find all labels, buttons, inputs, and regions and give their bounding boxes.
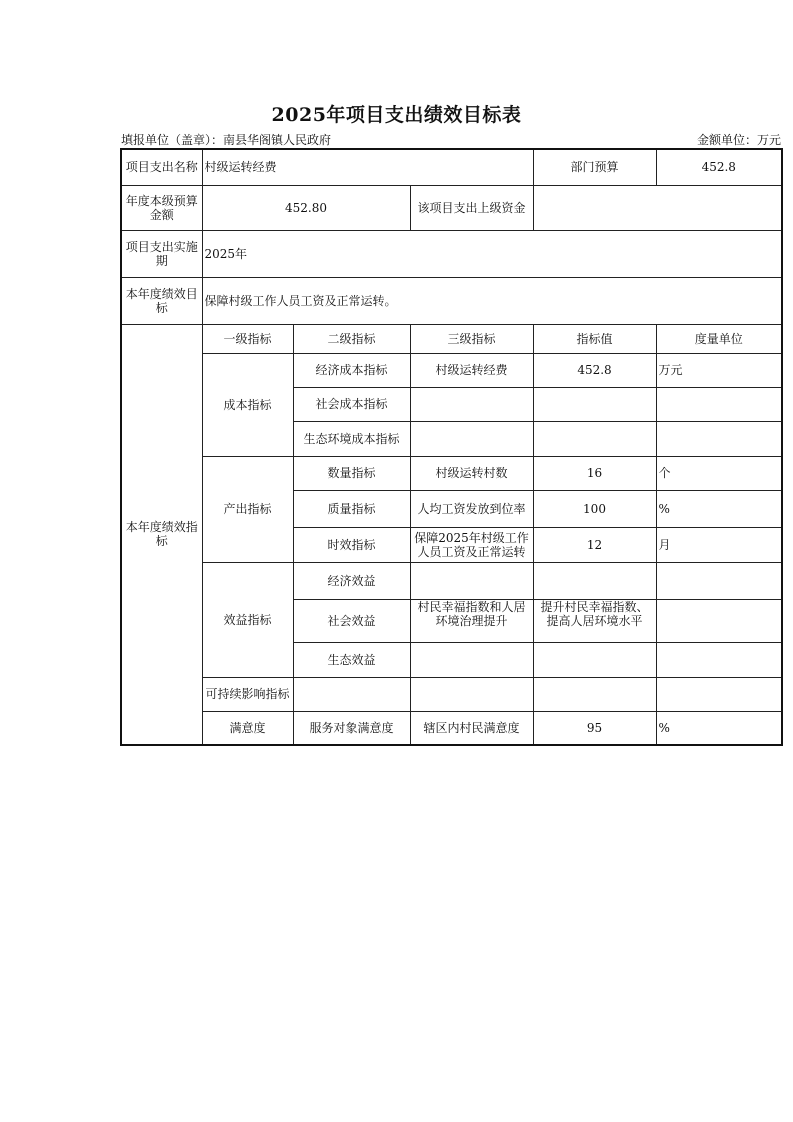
value-cell: 12 <box>533 527 656 562</box>
indicators-section-label: 本年度绩效指标 <box>121 324 202 745</box>
header-level2: 二级指标 <box>293 324 410 353</box>
level3-cell: 保障2025年村级工作人员工资及正常运转 <box>410 527 533 562</box>
row-indicator-headers <box>121 324 782 353</box>
value-cell: 452.8 <box>533 353 656 387</box>
level3-cell: 人均工资发放到位率 <box>410 490 533 527</box>
value-cell: 16 <box>533 456 656 490</box>
filing-unit-label: 填报单位（盖章）： <box>121 133 224 147</box>
level2-cell: 经济效益 <box>293 562 410 599</box>
table-row <box>121 677 782 711</box>
level1-output: 产出指标 <box>202 456 293 562</box>
page-title: 2025年项目支出绩效目标表 <box>271 104 522 126</box>
level1-cost: 成本指标 <box>202 353 293 456</box>
unit-cell: % <box>656 711 782 745</box>
dept-budget-label: 部门预算 <box>533 149 656 185</box>
value-cell <box>533 562 656 599</box>
table-row <box>121 562 782 599</box>
table-row <box>121 353 782 387</box>
goal-value: 保障村级工作人员工资及正常运转。 <box>202 277 782 324</box>
row-goal <box>121 277 782 324</box>
level3-cell: 村民幸福指数和人居环境治理提升 <box>410 599 533 642</box>
unit-cell <box>656 562 782 599</box>
table-row <box>121 456 782 490</box>
filing-unit <box>121 131 331 148</box>
level3-cell: 辖区内村民满意度 <box>410 711 533 745</box>
period-label: 项目支出实施期 <box>121 230 202 277</box>
value-cell: 100 <box>533 490 656 527</box>
level3-cell <box>410 387 533 421</box>
level1-benefit: 效益指标 <box>202 562 293 677</box>
unit-cell <box>656 642 782 677</box>
level2-cell: 社会效益 <box>293 599 410 642</box>
row-project-name <box>121 149 782 185</box>
level2-cell: 经济成本指标 <box>293 353 410 387</box>
performance-table <box>120 148 783 746</box>
level2-cell: 社会成本指标 <box>293 387 410 421</box>
amount-unit-value: 万元 <box>756 133 781 147</box>
value-cell <box>533 677 656 711</box>
table-row <box>121 711 782 745</box>
level1-sustainable: 可持续影响指标 <box>202 677 293 711</box>
row-annual-budget <box>121 185 782 230</box>
amount-unit-label: 金额单位： <box>696 133 757 147</box>
row-period <box>121 230 782 277</box>
level2-cell: 服务对象满意度 <box>293 711 410 745</box>
level3-cell <box>410 562 533 599</box>
level2-cell: 生态效益 <box>293 642 410 677</box>
annual-budget-label: 年度本级预算金额 <box>121 185 202 230</box>
level3-cell <box>410 677 533 711</box>
level2-cell: 时效指标 <box>293 527 410 562</box>
unit-cell: 月 <box>656 527 782 562</box>
level3-cell: 村级运转村数 <box>410 456 533 490</box>
level2-cell: 生态环境成本指标 <box>293 421 410 456</box>
header-level3: 三级指标 <box>410 324 533 353</box>
period-value: 2025年 <box>202 230 782 277</box>
header-unit: 度量单位 <box>656 324 782 353</box>
filing-unit-value: 南县华阁镇人民政府 <box>223 133 332 147</box>
unit-cell: 万元 <box>656 353 782 387</box>
header-value: 指标值 <box>533 324 656 353</box>
unit-cell <box>656 599 782 642</box>
amount-unit <box>697 131 781 148</box>
level3-cell <box>410 421 533 456</box>
level2-cell: 质量指标 <box>293 490 410 527</box>
unit-cell <box>656 677 782 711</box>
value-cell: 95 <box>533 711 656 745</box>
unit-cell: % <box>656 490 782 527</box>
value-cell <box>533 421 656 456</box>
upper-funds-label: 该项目支出上级资金 <box>410 185 533 230</box>
annual-budget-value: 452.80 <box>202 185 410 230</box>
level3-cell: 村级运转经费 <box>410 353 533 387</box>
project-name-label: 项目支出名称 <box>121 149 202 185</box>
value-cell <box>533 387 656 421</box>
value-cell <box>533 642 656 677</box>
header-level1: 一级指标 <box>202 324 293 353</box>
unit-cell <box>656 387 782 421</box>
unit-cell <box>656 421 782 456</box>
level3-cell <box>410 642 533 677</box>
level2-cell: 数量指标 <box>293 456 410 490</box>
upper-funds-value <box>533 185 782 230</box>
level1-satisfaction: 满意度 <box>202 711 293 745</box>
level2-cell <box>293 677 410 711</box>
goal-label: 本年度绩效目标 <box>121 277 202 324</box>
value-cell: 提升村民幸福指数、提高人居环境水平 <box>533 599 656 642</box>
unit-cell: 个 <box>656 456 782 490</box>
dept-budget-value: 452.8 <box>656 149 782 185</box>
project-name-value: 村级运转经费 <box>202 149 533 185</box>
